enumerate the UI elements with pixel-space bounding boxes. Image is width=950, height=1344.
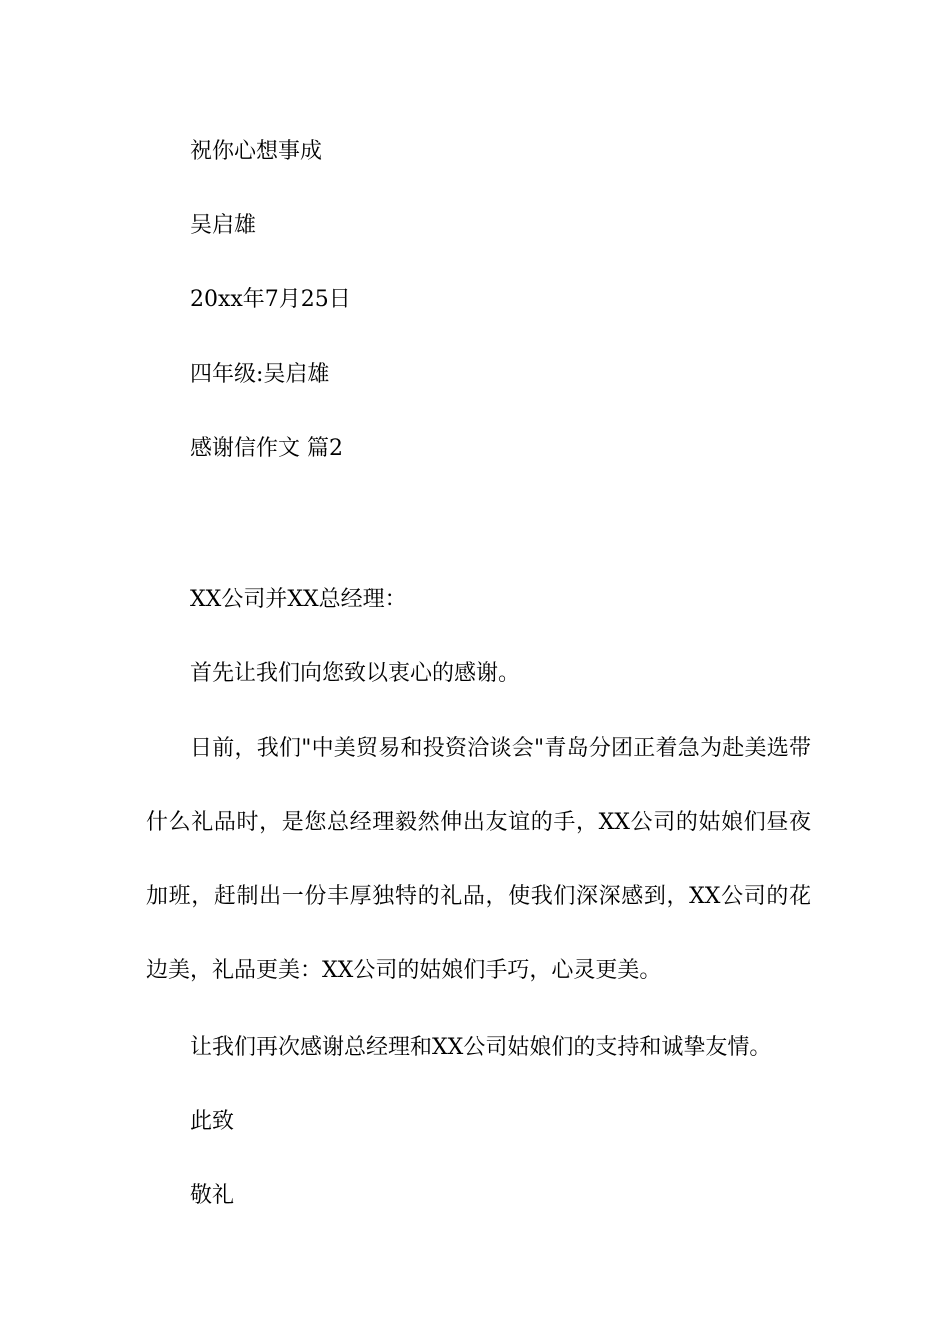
section-heading: 感谢信作文 篇2 bbox=[190, 436, 343, 461]
closing-wish: 祝你心想事成 bbox=[190, 139, 323, 164]
salutation: XX公司并XX总经理： bbox=[190, 587, 407, 612]
body-paragraph: 日前，我们"中美贸易和投资洽谈会"青岛分团正着急为赴美选带什么礼品时，是您总经理毅然伸出友谊的手，XX公司的姑娘们昼夜加班，赶制出一份丰厚独特的礼品，使我们深深感到，XX公司的花边美，礼品更美：XX公司的姑娘们手巧，心灵更美。 bbox=[146, 736, 811, 983]
thanks-again: 让我们再次感谢总经理和XX公司姑娘们的支持和诚挚友情。 bbox=[190, 1035, 772, 1060]
grade-signer: 四年级:吴启雄 bbox=[190, 362, 330, 387]
signer-name: 吴启雄 bbox=[190, 213, 257, 238]
closing-cizhi: 此致 bbox=[190, 1109, 235, 1134]
opening-sentence: 首先让我们向您致以衷心的感谢。 bbox=[190, 661, 521, 686]
closing-jingli: 敬礼 bbox=[190, 1183, 235, 1208]
letter-date: 20xx年7月25日 bbox=[190, 287, 351, 312]
